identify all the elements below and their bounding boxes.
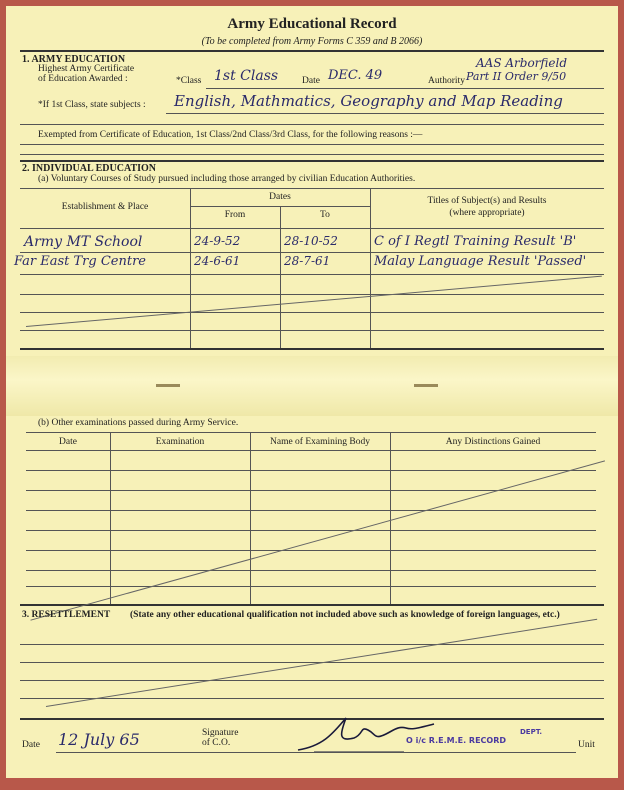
row-line-4	[20, 312, 604, 313]
table-b-top	[26, 432, 596, 433]
record-page	[6, 6, 618, 778]
b-row-line-7	[26, 586, 596, 587]
b-row-line-5	[26, 550, 596, 551]
label-highest-certificate: Highest Army Certificate	[38, 64, 135, 74]
col-divider-1	[190, 188, 191, 348]
date-value: DEC. 49	[328, 68, 383, 83]
blank-line-2	[20, 144, 604, 145]
table-b-strike	[30, 460, 605, 620]
class-value: 1st Class	[214, 68, 279, 84]
b-row-line-1	[26, 470, 596, 471]
s3-line-4	[20, 698, 604, 699]
row-line-2	[20, 274, 604, 275]
footer-date-label: Date	[22, 740, 40, 750]
col-dates: Dates	[269, 192, 291, 202]
co-signature-icon	[294, 712, 444, 756]
table-b-header-bottom	[26, 450, 596, 451]
col-distinctions: Any Distinctions Gained	[445, 437, 541, 447]
subjects-value: English, Mathmatics, Geography and Map Reading	[174, 92, 563, 110]
table-a-top	[20, 188, 604, 189]
col-to: To	[320, 210, 330, 220]
blank-line-3	[20, 154, 604, 155]
footer-date-value: 12 July 65	[58, 730, 140, 749]
subjects-label: *If 1st Class, state subjects :	[38, 100, 146, 110]
section-2b-caption: (b) Other examinations passed during Army Service.	[38, 418, 239, 428]
b-row-line-3	[26, 510, 596, 511]
staple-right	[414, 384, 438, 387]
col-establishment: Establishment & Place	[61, 202, 149, 212]
col-divider-3	[370, 188, 371, 348]
table-a-strike	[26, 276, 602, 327]
staple-left	[156, 384, 180, 387]
course-2-from: 24-6-61	[194, 254, 241, 268]
course-2-to: 28-7-61	[284, 254, 331, 268]
table-a-bottom	[20, 348, 604, 350]
class-line	[206, 88, 604, 89]
b-row-line-2	[26, 490, 596, 491]
page-fold	[6, 356, 618, 416]
section-divider-1	[20, 160, 604, 162]
section-2a-caption: (a) Voluntary Courses of Study pursued including those arranged by civilian Education Authorities.	[38, 174, 416, 184]
section-3-heading: 3. RESETTLEMENT	[22, 610, 111, 620]
authority-label: Authority	[428, 76, 465, 86]
b-col-divider-1	[110, 432, 111, 604]
b-col-divider-3	[390, 432, 391, 604]
authority-value-line2: Part II Order 9/50	[466, 70, 567, 83]
subjects-line	[166, 113, 604, 114]
col-date: Date	[59, 437, 77, 447]
course-1-from: 24-9-52	[194, 234, 241, 248]
class-label: *Class	[176, 76, 202, 86]
row-line-5	[20, 330, 604, 331]
col-from: From	[224, 210, 246, 220]
col-examining-body: Name of Examining Body	[270, 437, 370, 447]
col-titles: Titles of Subject(s) and Results	[427, 196, 547, 206]
footer-line	[56, 752, 576, 753]
exempted-label: Exempted from Certificate of Education, 1st Class/2nd Class/3rd Class, for the following reasons :—	[38, 130, 423, 140]
signature-label-co: of C.O.	[202, 738, 231, 748]
section-3-text: (State any other educational qualification not included above such as knowledge of foreign languages, etc.)	[130, 610, 560, 620]
course-2-place: Far East Trg Centre	[14, 254, 146, 269]
section-divider-2	[20, 604, 604, 606]
header-divider	[20, 50, 604, 52]
row-line-3	[20, 294, 604, 295]
unit-stamp: O i/c R.E.M.E. RECORD	[406, 736, 507, 745]
page-subtitle: (To be completed from Army Forms C 359 and B 2066)	[201, 36, 423, 47]
unit-stamp-dept: DEPT.	[520, 728, 543, 736]
label-awarded: of Education Awarded :	[38, 74, 128, 84]
course-1-to: 28-10-52	[284, 234, 338, 248]
authority-value-line1: AAS Arborfield	[476, 56, 568, 70]
col-divider-2	[280, 206, 281, 348]
section-1-heading: 1. ARMY EDUCATION	[22, 54, 126, 65]
course-1-place: Army MT School	[24, 234, 143, 250]
signature-label: Signature	[202, 728, 239, 738]
col-examination: Examination	[155, 437, 205, 447]
row-line-1	[20, 252, 604, 253]
course-1-result: C of I Regtl Training Result 'B'	[374, 234, 577, 249]
col-titles-note: (where appropriate)	[449, 208, 525, 218]
section-2-heading: 2. INDIVIDUAL EDUCATION	[22, 163, 156, 174]
b-row-line-6	[26, 570, 596, 571]
date-label: Date	[302, 76, 320, 86]
b-row-line-4	[26, 530, 596, 531]
unit-label: Unit	[578, 740, 595, 750]
table-a-header-bottom	[20, 228, 604, 229]
s3-line-3	[20, 680, 604, 681]
page-title: Army Educational Record	[227, 16, 397, 32]
s3-line-1	[20, 644, 604, 645]
b-col-divider-2	[250, 432, 251, 604]
blank-line-1	[20, 124, 604, 125]
course-2-result: Malay Language Result 'Passed'	[374, 254, 587, 269]
